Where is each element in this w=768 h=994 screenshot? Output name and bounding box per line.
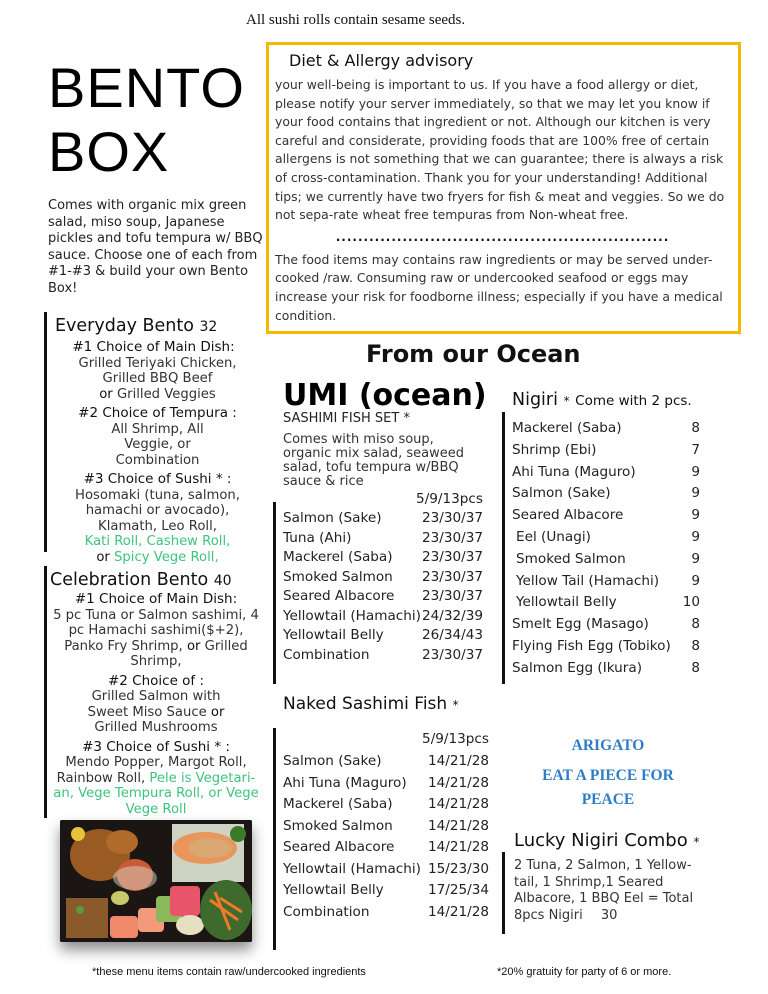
menu-item-row — [512, 505, 700, 527]
menu-item-name: Yellowtail Belly — [283, 882, 384, 898]
celebration-choice-3-vegetarian: Pele is Vegetari-an, Vege Tempura Roll, or Vege Vege Roll — [53, 770, 259, 817]
menu-item-name: Flying Fish Egg (Tobiko) — [512, 637, 671, 654]
celebration-choice-1-items: 5 pc Tuna or Salmon sashimi, 4 pc Hamachi sashimi($+2), Panko Fry Shrimp, — [53, 607, 259, 654]
everyday-choice-1-last: Grilled Veggies — [116, 386, 216, 402]
menu-item-price: 14/21/28 — [427, 774, 489, 791]
arigato-line-2: EAT A PIECE FOR — [542, 767, 674, 784]
menu-item-name: Eel (Unagi) — [516, 528, 591, 545]
celebration-choice-1-last: Grilled Shrimp, — [130, 638, 248, 669]
celebration-bento-heading — [50, 570, 262, 590]
menu-item-price: 9 — [691, 528, 700, 545]
celebration-choice-2-items: Grilled Salmon with Sweet Miso Sauce — [87, 689, 221, 720]
menu-item-row — [283, 646, 483, 666]
naked-sashimi-title: Naked Sashimi Fish — [283, 694, 448, 714]
celebration-bento-name: Celebration Bento — [50, 570, 209, 590]
menu-item-row — [512, 440, 700, 462]
celebration-choice-2-or: or — [210, 704, 225, 720]
menu-item-name: Ahi Tuna (Maguro) — [512, 463, 636, 480]
raw-asterisk-icon: * — [563, 394, 570, 408]
menu-item-name: Mackerel (Saba) — [283, 796, 393, 812]
celebration-choice-1-label: #1 Choice of Main Dish: — [74, 591, 238, 607]
everyday-choice-2-items: All Shrimp, All Veggie, or Combination — [111, 421, 204, 468]
menu-item-row — [283, 568, 483, 588]
menu-item-price: 9 — [691, 463, 700, 480]
menu-item-row — [512, 483, 700, 505]
everyday-choice-3-vegetarian: Kati Roll, Cashew Roll, — [84, 534, 231, 549]
menu-item-price: 14/21/28 — [427, 903, 489, 920]
everyday-choice-3-vegetarian-2: Spicy Vege Roll, — [114, 549, 219, 565]
nigiri-divider — [502, 412, 505, 684]
everyday-bento — [55, 316, 260, 565]
lucky-combo-items: 2 Tuna, 2 Salmon, 1 Yellow-tail, 1 Shrimp,1 Seared Albacore, 1 BBQ Eel = Total 8pcs Nigiri — [514, 858, 694, 923]
menu-item-name: Salmon Egg (Ikura) — [512, 659, 643, 676]
menu-item-name: Smoked Salmon — [516, 550, 626, 567]
menu-item-name: Salmon (Sake) — [283, 510, 382, 526]
celebration-choice-3-label: #3 Choice of Sushi * : — [82, 738, 230, 755]
menu-item-row — [512, 527, 700, 549]
naked-price-table — [283, 730, 489, 923]
umi-price-table — [283, 490, 483, 665]
menu-item-price: 8 — [691, 616, 700, 633]
menu-item-price: 23/30/37 — [421, 646, 483, 663]
advisory-title: Diet & Allergy advisory — [289, 51, 474, 70]
nigiri-price-table — [512, 418, 700, 680]
menu-item-price: 9 — [691, 485, 700, 502]
menu-item-price: 15/23/30 — [427, 860, 489, 877]
menu-item-row — [283, 529, 483, 549]
menu-item-name: Shrimp (Ebi) — [512, 441, 597, 458]
everyday-choice-2-label: #2 Choice of Tempura : — [78, 405, 237, 421]
umi-divider — [273, 502, 276, 684]
naked-size-header: 5/9/13pcs — [422, 731, 489, 747]
lucky-divider — [502, 852, 505, 934]
nigiri-title: Nigiri — [512, 390, 558, 410]
celebration-choice-2-last: Grilled Mushrooms — [94, 720, 218, 735]
diet-allergy-advisory — [266, 42, 741, 334]
sesame-note: All sushi rolls contain sesame seeds. — [246, 12, 466, 28]
menu-item-price: 8 — [691, 637, 700, 654]
menu-item-row — [283, 607, 483, 627]
menu-item-row — [283, 816, 489, 838]
menu-item-price: 14/21/28 — [427, 817, 489, 834]
celebration-bento — [50, 570, 262, 817]
umi-subtitle: SASHIMI FISH SET * — [283, 411, 410, 426]
umi-title: UMI (ocean) — [283, 378, 487, 413]
nigiri-subtitle: Come with 2 pcs. — [575, 393, 692, 409]
advisory-paragraph-1: your well-being is important to us. If you have a food allergy or diet, please notify your server immediately, so that we may let you know if your food contains that ingredient or not. Although our kitchen is very careful and considerate, providing foods that are 100% free of certain allergens is not something that we can guarantee; there is always a risk of cross-contamination. Thank you for your understanding! Additional tips; we currently have two fryers for fish & meat and veggies. So we do not sepa-rate wheat free tempuras from Non-wheat free. — [275, 77, 725, 223]
menu-item-price: 14/21/28 — [427, 839, 489, 855]
menu-item-row — [512, 658, 700, 680]
nigiri-heading — [512, 390, 692, 410]
menu-item-price: 9 — [691, 550, 700, 567]
everyday-choice-1-or: or — [99, 386, 113, 402]
lucky-combo-price: 30 — [600, 907, 618, 923]
raw-asterisk-icon: * — [693, 835, 700, 849]
menu-item-name: Seared Albacore — [512, 507, 624, 524]
dotted-divider: ............................................................ — [335, 229, 670, 244]
menu-item-price: 8 — [691, 420, 700, 436]
everyday-bento-heading — [55, 316, 260, 336]
menu-item-name: Seared Albacore — [283, 588, 395, 604]
menu-item-price: 10 — [682, 594, 700, 611]
menu-item-price: 23/30/37 — [421, 588, 483, 604]
menu-item-name: Mackerel (Saba) — [283, 549, 393, 565]
celebration-choice-2-label: #2 Choice of : — [107, 672, 205, 689]
everyday-choice-3-items: Hosomaki (tuna, salmon, hamachi or avocado), Klamath, Leo Roll, — [75, 487, 240, 534]
menu-item-price: 14/21/28 — [427, 796, 489, 812]
menu-item-price: 26/34/43 — [421, 627, 483, 643]
ocean-section-title: From our Ocean — [366, 340, 581, 368]
menu-item-row — [283, 587, 483, 607]
menu-item-row — [283, 880, 489, 902]
everyday-choice-3-label: #3 Choice of Sushi * : — [83, 471, 232, 487]
menu-item-row — [283, 859, 489, 881]
menu-item-price: 9 — [691, 572, 700, 589]
arigato-message — [508, 737, 708, 809]
lucky-combo-heading — [514, 830, 699, 851]
menu-item-price: 24/32/39 — [421, 607, 483, 624]
menu-item-name: Mackerel (Saba) — [512, 420, 622, 436]
menu-item-price: 7 — [691, 441, 700, 458]
menu-item-row — [512, 462, 700, 484]
lucky-combo-title: Lucky Nigiri Combo — [514, 830, 688, 851]
umi-size-header: 5/9/13pcs — [416, 491, 483, 507]
menu-item-name: Ahi Tuna (Maguro) — [283, 774, 407, 791]
menu-item-name: Yellowtail (Hamachi) — [283, 860, 421, 877]
menu-item-row — [512, 571, 700, 593]
menu-item-name: Salmon (Sake) — [512, 485, 611, 502]
celebration-divider — [44, 566, 47, 818]
naked-sashimi-heading — [283, 694, 459, 714]
menu-item-price: 23/30/37 — [421, 549, 483, 565]
menu-item-row — [512, 549, 700, 571]
bento-food-image-icon — [60, 820, 252, 942]
umi-description: Comes with miso soup, organic mix salad, seaweed salad, tofu tempura w/BBQ sauce & rice — [283, 432, 464, 489]
arigato-line-3: PEACE — [581, 791, 635, 808]
menu-item-name: Salmon (Sake) — [283, 753, 382, 769]
bento-box-title — [48, 56, 263, 184]
footer-raw-notice: *these menu items contain raw/undercooked ingredients — [92, 966, 366, 978]
arigato-line-1: ARIGATO — [571, 737, 645, 754]
menu-item-row — [512, 614, 700, 636]
everyday-choice-3-or: or — [96, 549, 110, 565]
menu-item-row — [283, 751, 489, 773]
menu-item-price: 23/30/37 — [421, 529, 483, 546]
naked-divider — [273, 728, 276, 950]
celebration-choice-3-items: Mendo Popper, Margot Roll, Rainbow Roll, — [56, 755, 247, 786]
celebration-bento-price: 40 — [213, 573, 232, 589]
menu-item-name: Combination — [283, 903, 370, 920]
footer-gratuity-notice: *20% gratuity for party of 6 or more. — [497, 966, 672, 978]
advisory-paragraph-2: The food items may contains raw ingredients or may be served under-cooked /raw. Consuming raw or undercooked seafood or eggs may increase your risk for foodborne illness; especially if you have a medical condition. — [275, 251, 723, 323]
menu-item-name: Combination — [283, 646, 370, 663]
menu-item-price: 8 — [691, 659, 700, 676]
menu-item-name: Yellowtail Belly — [516, 594, 617, 611]
title-line-1: BENTO — [48, 56, 245, 119]
menu-item-price: 17/25/34 — [427, 882, 489, 898]
menu-item-price: 14/21/28 — [427, 753, 489, 769]
menu-item-row — [512, 592, 700, 614]
everyday-bento-price: 32 — [199, 319, 218, 335]
menu-item-row — [283, 837, 489, 859]
title-line-2: BOX — [48, 120, 170, 183]
bento-box-photo — [60, 820, 252, 942]
menu-item-row — [283, 902, 489, 924]
menu-item-row — [512, 636, 700, 658]
menu-item-price: 23/30/37 — [421, 568, 483, 585]
menu-item-price: 23/30/37 — [421, 510, 483, 526]
menu-item-name: Smoked Salmon — [283, 568, 393, 585]
menu-item-price: 9 — [691, 507, 700, 524]
bento-intro: Comes with organic mix green salad, miso soup, Japanese pickles and tofu tempura w/ BBQ sauce. Choose one of each from #1-#3 & build your own Bento Box! — [48, 198, 263, 296]
menu-item-name: Smelt Egg (Masago) — [512, 616, 649, 633]
raw-asterisk-icon: * — [452, 698, 459, 712]
menu-item-name: Smoked Salmon — [283, 817, 393, 834]
menu-item-name: Tuna (Ahi) — [283, 529, 352, 546]
menu-item-name: Yellow Tail (Hamachi) — [516, 572, 660, 589]
everyday-bento-name: Everyday Bento — [55, 316, 194, 336]
menu-item-row — [283, 626, 483, 646]
menu-item-row — [283, 794, 489, 816]
menu-item-name: Seared Albacore — [283, 839, 395, 855]
everyday-choice-1-items: Grilled Teriyaki Chicken, Grilled BBQ Beef — [78, 355, 237, 386]
menu-item-row — [512, 418, 700, 440]
menu-item-row — [283, 548, 483, 568]
menu-item-row — [283, 509, 483, 529]
celebration-choice-1-or: or — [186, 638, 201, 654]
everyday-choice-1-label: #1 Choice of Main Dish: — [72, 339, 235, 355]
lucky-combo-description — [514, 858, 714, 924]
menu-item-row — [283, 773, 489, 795]
menu-item-name: Yellowtail Belly — [283, 627, 384, 643]
menu-item-name: Yellowtail (Hamachi) — [283, 607, 421, 624]
